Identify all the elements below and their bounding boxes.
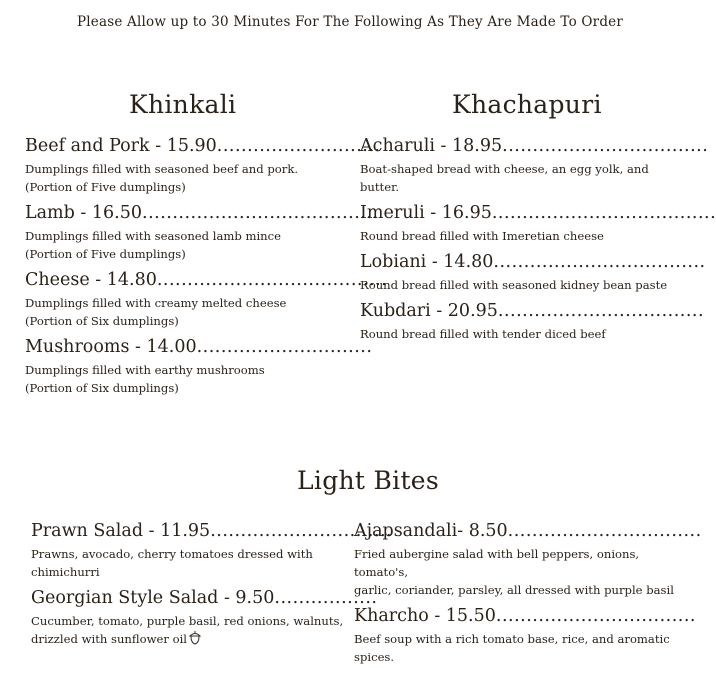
description-line	[360, 276, 680, 294]
dot-leader: .....................................	[491, 203, 716, 223]
khachapuri-list	[360, 135, 716, 349]
description-line	[25, 178, 345, 196]
menu-item	[360, 202, 716, 245]
description-line	[354, 630, 684, 648]
description-line	[360, 227, 680, 245]
menu-item	[25, 336, 373, 397]
description-line	[25, 160, 345, 178]
dot-leader: ......................................	[156, 270, 388, 290]
khinkali-title: Khinkali	[129, 90, 237, 119]
notice-text: Please Allow up to 30 Minutes For The Following As They Are Made To Order	[76, 14, 624, 30]
item-title: Mushrooms - 14.00	[25, 337, 197, 357]
description-text: Fried aubergine salad with bell peppers, onions, tomato's,	[354, 547, 640, 579]
menu-item-description	[360, 276, 680, 294]
menu-item-name	[31, 587, 378, 610]
description-line	[25, 379, 345, 397]
menu-item-name	[360, 300, 705, 323]
dot-leader: ...................................	[493, 252, 706, 272]
menu-item-name	[25, 336, 373, 359]
khinkali-list	[25, 135, 388, 403]
menu-item-name	[31, 520, 393, 543]
menu-item-description	[25, 361, 345, 397]
description-text: (Portion of Six dumplings)	[25, 381, 179, 395]
acorn-icon	[188, 630, 202, 650]
description-line	[354, 545, 684, 581]
menu-item-description	[25, 160, 345, 196]
light-bites-right	[354, 520, 702, 672]
dot-leader: ................................	[507, 521, 702, 541]
description-line	[25, 227, 345, 245]
menu-item-name	[360, 202, 716, 225]
description-text: spices.	[354, 650, 395, 664]
description-text: Prawns, avocado, cherry tomatoes dressed with chimichurri	[31, 547, 313, 579]
description-line	[360, 160, 680, 196]
menu-item-description	[360, 160, 680, 196]
menu-item-description	[25, 294, 345, 330]
dot-leader: .............................	[196, 337, 373, 357]
menu-item	[31, 520, 393, 581]
menu-item-name	[354, 520, 702, 543]
dot-leader: ..................................	[502, 136, 709, 156]
description-text: Dumplings filled with seasoned lamb mince	[25, 229, 282, 243]
menu-item	[354, 605, 696, 666]
item-title: Lobiani - 14.80	[360, 252, 494, 272]
description-line	[354, 581, 684, 599]
menu-item	[354, 520, 702, 599]
menu-item	[25, 269, 388, 330]
item-title: Kharcho - 15.50	[354, 606, 496, 626]
item-title: Cheese - 14.80	[25, 270, 157, 290]
item-title: Prawn Salad - 11.95	[31, 521, 211, 541]
menu-item-name	[25, 135, 381, 158]
description-text: garlic, coriander, parsley, all dressed with purple basil	[354, 583, 674, 597]
menu-item-name	[25, 202, 379, 225]
menu-item-description	[25, 227, 345, 263]
description-line	[31, 630, 346, 650]
dot-leader: .................................	[495, 606, 696, 626]
item-title: Lamb - 16.50	[25, 203, 142, 223]
menu-item-name	[354, 605, 696, 628]
description-line	[25, 245, 345, 263]
description-text: Round bread filled with tender diced beef	[360, 327, 606, 341]
menu-item-name	[25, 269, 388, 292]
description-text: (Portion of Six dumplings)	[25, 314, 179, 328]
description-text: Cucumber, tomato, purple basil, red onions, walnuts,	[31, 614, 344, 628]
item-title: Georgian Style Salad - 9.50	[31, 588, 275, 608]
dot-leader: .......................................	[142, 203, 379, 223]
description-line	[360, 325, 680, 343]
menu-item-description	[360, 227, 680, 245]
menu-item-description	[31, 545, 346, 581]
description-text: (Portion of Five dumplings)	[25, 180, 186, 194]
item-title: Imeruli - 16.95	[360, 203, 492, 223]
description-line	[25, 294, 345, 312]
menu-item-description	[354, 630, 684, 666]
description-line	[354, 648, 684, 666]
menu-item-description	[354, 545, 684, 599]
menu-item	[31, 587, 378, 650]
description-line	[31, 545, 346, 581]
description-line	[25, 361, 345, 379]
description-text: drizzled with sunflower oil	[31, 632, 188, 646]
menu-item-name	[360, 251, 706, 274]
description-text: Round bread filled with seasoned kidney bean paste	[360, 278, 668, 292]
dot-leader: ..................................	[497, 301, 705, 321]
dot-leader: ..............................	[210, 521, 393, 541]
item-title: Kubdari - 20.95	[360, 301, 498, 321]
dot-leader: ...........................	[216, 136, 381, 156]
description-text: Beef soup with a rich tomato base, rice, and aromatic	[354, 632, 670, 646]
menu-item	[360, 251, 706, 294]
description-text: Boat-shaped bread with cheese, an egg yolk, and butter.	[360, 162, 649, 194]
dot-leader: .................	[274, 588, 378, 608]
description-text: (Portion of Five dumplings)	[25, 247, 186, 261]
item-title: Beef and Pork - 15.90	[25, 136, 217, 156]
description-line	[31, 612, 346, 630]
menu-item-name	[360, 135, 709, 158]
description-text: Dumplings filled with creamy melted cheese	[25, 296, 287, 310]
menu-item	[25, 202, 379, 263]
light-bites-left	[31, 520, 393, 656]
menu-item	[360, 300, 705, 343]
description-text: Dumplings filled with seasoned beef and pork.	[25, 162, 299, 176]
menu-item-description	[31, 612, 346, 650]
description-line	[25, 312, 345, 330]
light-bites-title: Light Bites	[297, 466, 440, 495]
khachapuri-title: Khachapuri	[452, 90, 602, 119]
item-title: Acharuli - 18.95	[360, 136, 503, 156]
description-text: Round bread filled with Imeretian cheese	[360, 229, 604, 243]
item-title: Ajapsandali- 8.50	[354, 521, 508, 541]
menu-item-description	[360, 325, 680, 343]
menu-item	[360, 135, 709, 196]
description-text: Dumplings filled with earthy mushrooms	[25, 363, 265, 377]
menu-item	[25, 135, 381, 196]
